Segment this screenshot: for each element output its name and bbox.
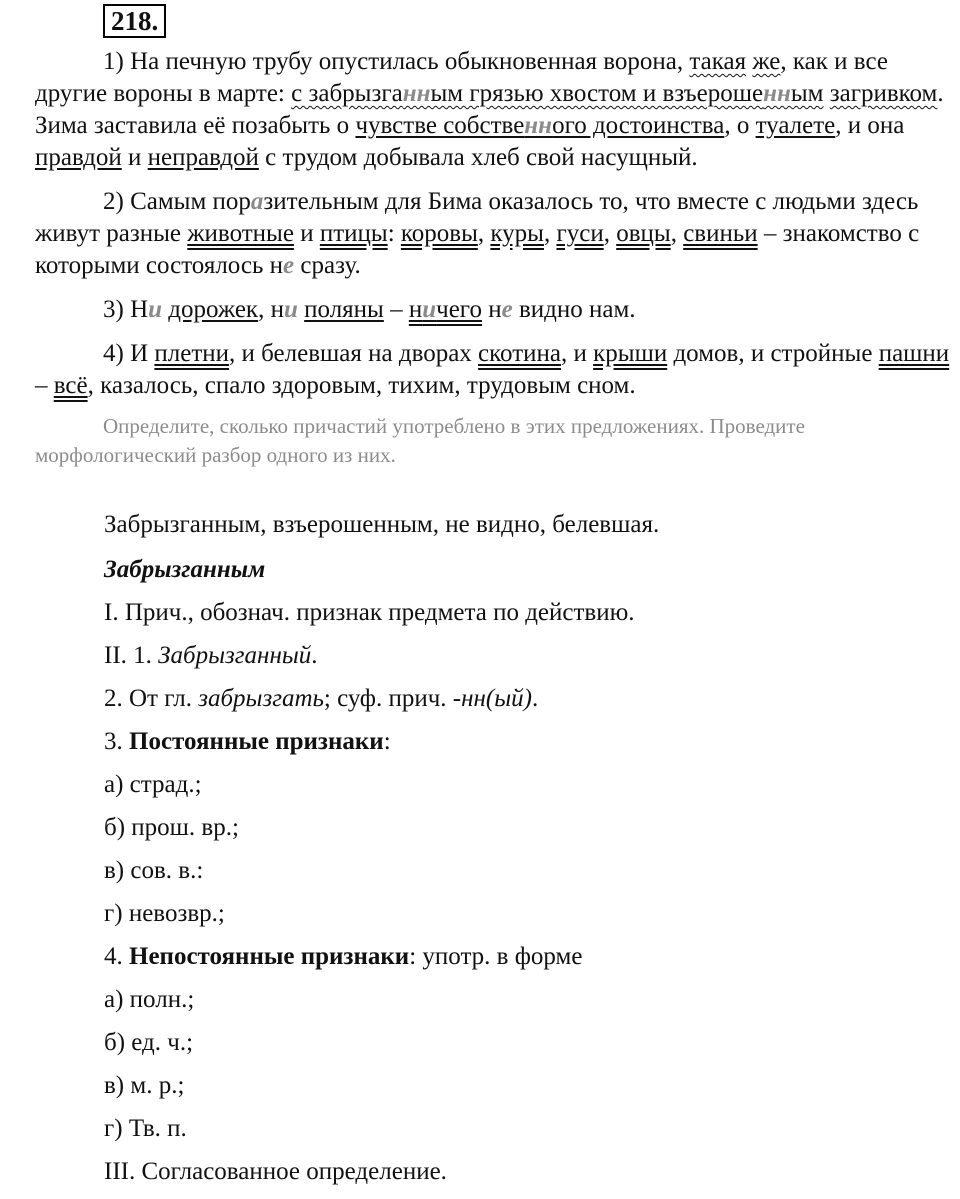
- wavy-underlined-word: же: [752, 48, 781, 75]
- exercise-number: 218.: [103, 4, 166, 38]
- underlined-word: поляны: [304, 296, 384, 323]
- double-underlined-word: крыши: [593, 340, 668, 367]
- text: II. 1.: [104, 642, 159, 669]
- highlighted-letters: и: [148, 296, 163, 323]
- analysis-heading: Забрызганным: [104, 556, 266, 583]
- highlighted-letters: е: [501, 296, 513, 323]
- analysis-line: а) полн.;: [104, 986, 195, 1013]
- text: , о: [724, 112, 756, 139]
- underlined-word: правдой: [35, 144, 122, 171]
- sentence-2: [35, 186, 950, 282]
- text: , и она: [835, 112, 905, 139]
- wavy-underlined-word: такая: [689, 48, 747, 75]
- text: чувстве собстве: [355, 112, 525, 139]
- text: –: [35, 372, 54, 399]
- text: : употр. в форме: [409, 943, 583, 970]
- participial-phrase: [291, 80, 823, 107]
- text: 2. От гл.: [104, 685, 199, 712]
- text: 4.: [104, 943, 129, 970]
- text: нн(ый): [461, 685, 532, 712]
- double-underlined-word: гуси: [556, 220, 604, 247]
- text: н: [408, 296, 423, 323]
- analysis-line: а) страд.;: [104, 771, 202, 798]
- highlighted-letters: и: [283, 296, 298, 323]
- text: видно нам.: [512, 296, 636, 323]
- text: с трудом добывала хлеб свой насущный.: [258, 144, 698, 171]
- text: , н: [258, 296, 284, 323]
- underlined-word: туалете: [755, 112, 836, 139]
- text: н: [481, 296, 502, 323]
- text: зительным для Бима оказалось то, что вместе с людьми здесь живут разные: [35, 188, 919, 247]
- text: ого достоинства: [552, 112, 725, 139]
- text: .: [532, 685, 539, 712]
- double-underlined-word: куры: [490, 220, 544, 247]
- double-underlined-word: плетни: [154, 340, 230, 367]
- double-underlined-word: животные: [187, 220, 294, 247]
- text: :: [387, 220, 401, 247]
- double-underlined-word: пашни: [878, 340, 950, 367]
- analysis-line: [104, 641, 318, 671]
- analysis-line: б) прош. вр.;: [104, 814, 239, 841]
- text: чего: [436, 296, 482, 323]
- sentence-4: [35, 338, 950, 402]
- text: .: [311, 642, 318, 669]
- text: –: [383, 296, 409, 323]
- answer-list: Забрызганным, взъерошенным, не видно, белевшая.: [104, 511, 660, 538]
- text: и: [293, 220, 320, 247]
- text: , и белевшая на дворах: [229, 340, 479, 367]
- text: 3) Н: [103, 296, 149, 323]
- text: домов, и стройные: [667, 340, 879, 367]
- text: 3.: [104, 728, 129, 755]
- text: , и: [560, 340, 594, 367]
- highlighted-letters: а: [250, 188, 264, 215]
- analysis-line: г) невозвр.;: [104, 900, 225, 927]
- text: 2) Самым пор: [103, 188, 251, 215]
- double-underlined-word: [409, 296, 482, 323]
- text: с забрызга: [291, 80, 403, 107]
- text: сразу.: [294, 252, 361, 279]
- analysis-line: в) сов. в.:: [104, 857, 204, 884]
- text: , казалось, спало здоровым, тихим, трудовым сном.: [87, 372, 636, 399]
- analysis-line: б) ед. ч.;: [104, 1029, 194, 1056]
- text: Забрызганный: [158, 642, 312, 669]
- text: ероше: [696, 80, 764, 107]
- sentence-3: [35, 294, 950, 326]
- double-underlined-word: птицы: [319, 220, 388, 247]
- underlined-word: дорожек: [168, 296, 259, 323]
- double-underlined-word: скотина: [478, 340, 561, 367]
- underlined-word: неправдой: [147, 144, 259, 171]
- task-instruction: Определите, сколько причастий употреблено в этих предложениях. Проведите морфологический разбор одного из них.: [35, 414, 805, 467]
- analysis-line: г) Тв. п.: [104, 1115, 187, 1142]
- analysis-line: III. Согласованное определение.: [104, 1158, 447, 1185]
- object-phrase: [355, 112, 724, 139]
- text: забрызгать: [198, 685, 324, 712]
- text: ым: [790, 80, 824, 107]
- highlighted-letters: е: [283, 252, 295, 279]
- text: Непостоянные признаки: [129, 943, 410, 970]
- double-underlined-word: овцы: [616, 220, 671, 247]
- text: 1) На печную трубу опустилась обыкновенная ворона,: [103, 48, 690, 75]
- analysis-line: [104, 942, 582, 972]
- text: , как и все другие вороны в марте:: [35, 48, 888, 107]
- text: :: [383, 728, 391, 755]
- double-underlined-word: всё: [53, 372, 88, 399]
- sentence-1: [35, 46, 950, 174]
- text: ,: [603, 220, 617, 247]
- analysis-line: в) м. р.;: [104, 1072, 185, 1099]
- double-underlined-word: свиньи: [683, 220, 758, 247]
- text: – знакомство с которыми состоялось н: [35, 220, 920, 279]
- highlighted-letters: и: [422, 296, 437, 323]
- highlighted-letters: нн: [402, 80, 431, 107]
- analysis-line: [104, 684, 538, 714]
- text: Постоянные признаки: [129, 728, 384, 755]
- text: 4) И: [103, 340, 155, 367]
- highlighted-letters: нн: [763, 80, 791, 107]
- double-underlined-word: коровы: [400, 220, 478, 247]
- text: ,: [543, 220, 557, 247]
- text: ,: [477, 220, 491, 247]
- text: ым грязью хвостом и взъ: [430, 80, 697, 107]
- wavy-underlined-word: загривком: [829, 80, 938, 107]
- text: ; суф. прич. -: [323, 685, 462, 712]
- analysis-line: I. Прич., обознач. признак предмета по действию.: [104, 599, 635, 626]
- text: ,: [670, 220, 684, 247]
- text: . Зима заставила её позабыть о: [35, 80, 944, 139]
- text: и: [121, 144, 148, 171]
- highlighted-letters: нн: [524, 112, 553, 139]
- analysis-line: [104, 727, 391, 757]
